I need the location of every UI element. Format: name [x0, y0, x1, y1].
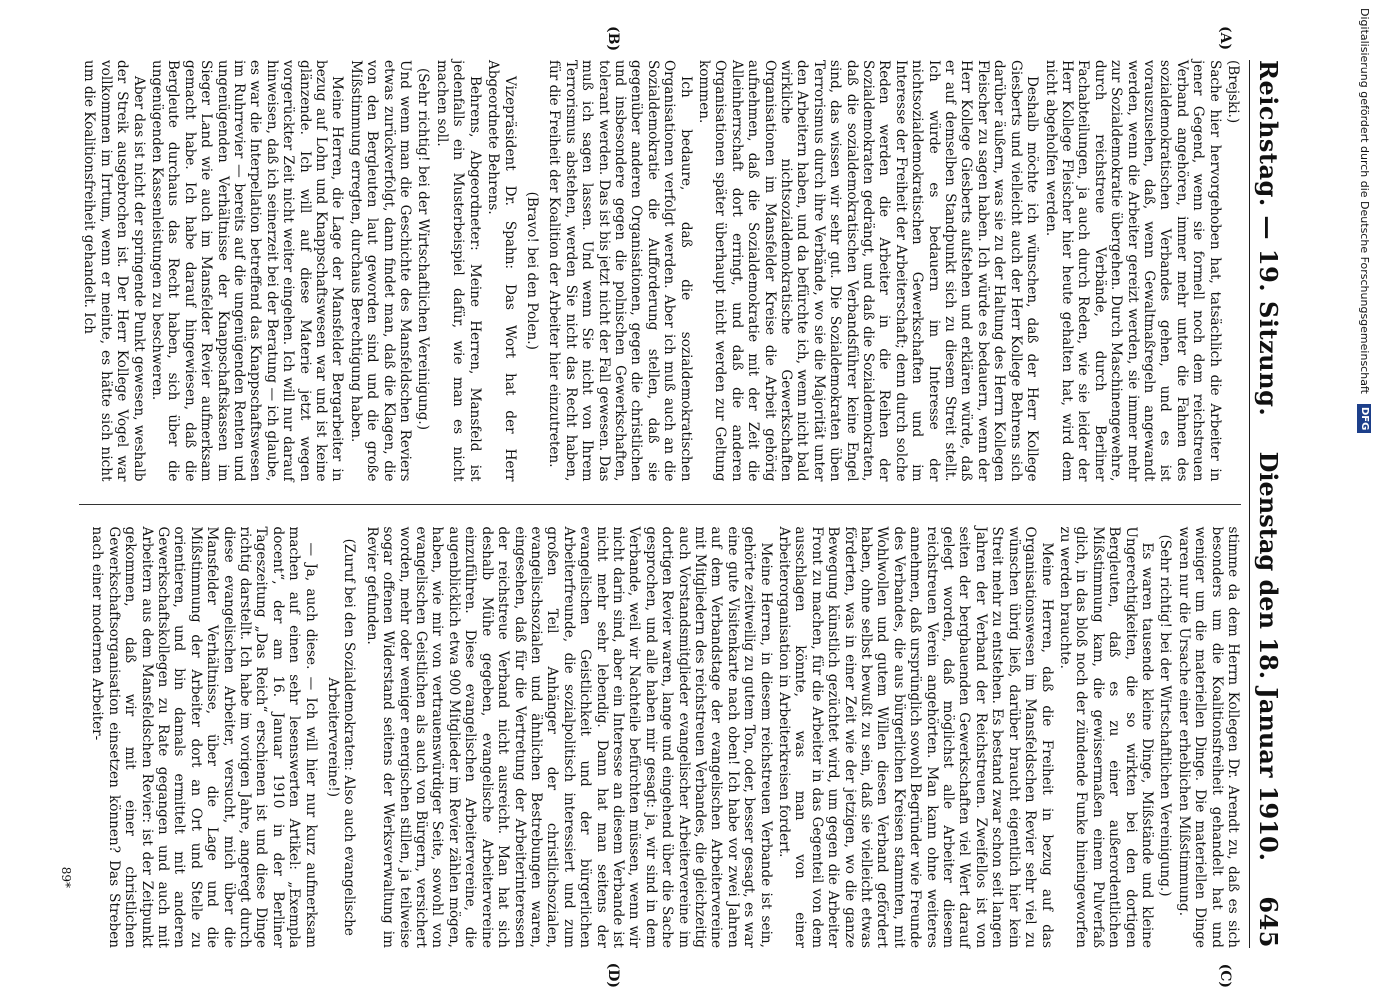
paragraph: Es waren tausende kleine Dinge, Mißstände und kleine Ungerechtigkeiten, die so wirkten bei den dortigen Bergleuten, daß es zu einer außerordentlichen Mißstimmung kam, die gewissermaßen einem Pulverfaß glich, in das bloß noch der zündende Funke hineingeworfen zu werden brauchte. [1056, 526, 1155, 948]
speaker-paragraph: Behrens, Abgeordneter: Meine Herren, Mansfeld ist jedenfalls ein Musterbeispiel dafür, wie man es nicht machen soll. [433, 60, 483, 482]
header-date: Dienstag den 18. Januar 1910. [1254, 451, 1283, 861]
chair-statement: Vizepräsident Dr. Spahn: Das Wort hat der Herr Abgeordnete Behrens. [485, 60, 518, 482]
paragraph: stimme da dem Herrn Kollegen Dr. Arendt zu, daß es sich besonders um die Koalitionsfreiheit gehandelt hat und weniger um die materiellen Dinge. Die materiellen Dinge waren nur die Ursache einer erheblichen Mißstimmung. [1175, 526, 1241, 948]
interjection: (Bravo! bei den Polen.) [523, 191, 540, 350]
digitization-credit [1352, 8, 1380, 993]
paragraph: Meine Herren, die Lage der Mansfelder Bergarbeiter in bezug auf Lohn und Knappschaftswesen war und ist keine glänzende. Ich will auf diese Materie jetzt wegen vorgerückter Zeit nicht weiter eingehen. Ich will nur darauf hinweisen, daß ich seinerzeit bei der Beratung — ich glaube, es war die Interpellation betreffend das Knappschaftswesen im Ruhrrevier — bereits auf die ungenügenden Renten und ungenügenden Verhältnisse der Knappschaftskassen im Sieger Land wie auch im Mansfelder Revier aufmerksam gemacht habe. Ich habe darauf hingewiesen, daß die Bergleute durchaus das Recht haben, sich über die ungenügenden Kassenleistungen zu beschweren. [149, 60, 346, 482]
paragraph: — Ja, auch diese. — Ich will hier nur kurz aufmerksam machen auf einen sehr lesenswerten Artikel: „Exempla docent“, der am 16. Januar 1910 in der Berliner Tageszeitung „Das Reich“ erschienen ist und diese Dinge richtig darstellt. Ich habe im vorigen Jahre, angeregt durch diese evangelischen Arbeiter, versucht, mich über die Mansfelder Verhältnisse, über die Lage und die Mißstimmung der Arbeiter dort an Ort und Stelle zu orientieren, und bin damals ermittelt mit anderen Gewerkschaftskollegen zu Rate gegangen und auch mit Arbeitern aus dem Mansfeldschen Revier: ist der Zeitpunkt gekommen, daß wir mit einer christlichen Gewerkschaftsorganisation einsetzen können? Das Streben nach einer modernen Arbeiter- [89, 526, 319, 948]
paragraph: Aber das ist nicht der springende Punkt gewesen, weshalb der Streik ausgebrochen ist. Der Herr Kollege Vogel war vollkommen im Irrtum, wenn er meinte, es hätte sich nicht um die Koalitionsfreiheit gehandelt. Ich [81, 60, 147, 482]
column-divider [79, 504, 1241, 505]
credit-text: Digitalisierung gefördert durch die Deutsche Forschungsgemeinschaft [1358, 8, 1371, 394]
paragraph: Sache hier hervorgehoben hat, tatsächlich die Arbeiter in jener Gegend, wenn sie formell noch dem reichstreuen Verband angehören, immer mehr unter die Fahnen des sozialdemokratischen Verbandes gehen, und es ist vorauszusehen, daß, wenn Gewaltmaßregeln angewandt werden, wenn die Arbeiter gereizt werden, sie immer mehr zur Sozialdemokratie übergehen. Durch Maschinengewehre, durch reichstreue Verbände, durch Berliner Fachabteilungen, ja auch durch Reden, wie sie leider der Herr Kollege Fleischer hier heute gehalten hat, wird dem nicht abgeholfen werden. [1042, 60, 1223, 482]
interjection: (Sehr richtig! bei der Wirtschaftlichen Vereinigung.) [1157, 534, 1174, 897]
page-header [1249, 60, 1302, 948]
margin-marker-d: (D) [605, 962, 621, 988]
margin-marker-b: (B) [605, 26, 621, 52]
dfg-logo-icon: DFG [1357, 404, 1371, 433]
header-left: Reichstag. — 19. Sitzung. [1254, 60, 1283, 417]
interjection: (Zuruf bei den Sozialdemokraten: Also auch evangelische Arbeitervereine!) [325, 538, 358, 936]
margin-marker-c: (C) [1217, 963, 1233, 988]
paragraph: Ich bedaure, daß die sozialdemokratischen Organisationen verfolgt werden. Aber ich muß auch an die Sozialdemokratie die Aufforderung stellen, daß sie gegenüber anderen Organisationen, gegen die christlichen und insbesondere gegen die polnischen Gewerkschaften, tolerant werden. Das ist bis jetzt nicht der Fall gewesen. Das muß ich sagen lassen. Und wenn Sie nicht von Ihrem Terrorismus abstehen, werden Sie nicht das Recht haben, für die Freiheit der Koalition der Arbeiter hier einzutreten. [546, 60, 694, 482]
page-number: 645 [1254, 896, 1283, 948]
paragraph: Meine Herren, daß die Freiheit in bezug auf das Organisationswesen im Mansfeldschen Revier sehr viel zu wünschen übrig ließ, darüber braucht eigentlich hier kein Streit mehr zu entstehen. Es bestand zwar schon seit langen Jahren der Verband der Reichstreuen. Zweifellos ist von seiten der bergbauenden Gewerkschaften viel Wert darauf gelegt worden, daß möglichst alle Arbeiter diesem reichstreuen Verein angehörten. Man kann ohne weiteres annehmen, daß ursprünglich sowohl Begründer wie Freunde des Verbandes, die aus bürgerlichen Kreisen stammten, mit Wohlwollen und gutem Willen diesen Verband gefördert haben, ohne selbst bewußt zu sein, daß sie vielleicht etwas förderten, was in einer Zeit wie der jetzigen, wo die ganze Bewegung künstlich gezüchtet wird, um gegen die Arbeiter Front zu machen, für die Arbeiter in das Gegenteil von dem ausschlagen könnte, was man von einer Arbeiterorganisation in Arbeiterkreisen fordert. [776, 526, 1055, 948]
column-left [79, 26, 1241, 482]
margin-marker-a: (A) [1217, 26, 1233, 51]
paragraph: Und wenn man die Geschichte des Mansfeldschen Reviers etwas zurückverfolgt, dann findet man, daß die Klagen, die von den Bergleuten laut geworden sind und die große Mißstimmung erregten, durchaus Berechtigung haben. [347, 60, 414, 482]
speaker-note: (Brejski.) [1225, 60, 1241, 124]
interjection: (Sehr richtig! bei der Wirtschaftlichen Vereinigung.) [415, 68, 432, 431]
printer-signature: 89* [58, 866, 73, 888]
text-columns [79, 26, 1241, 988]
column-right [79, 526, 1241, 988]
paragraph: Meine Herren, in diesem reichstreuen Verbande ist sein, gehörte zeitweilig zu gutem Ton, oder, besser gesagt, es war eine gute Visitenkarte nach oben! Ich habe vor zwei Jahren auf dem Verbandstage der evangelischen Arbeitervereine mit Mitgliedern des reichstreuen Verbandes, die gleichzeitig auch Vorstandsmitglieder evangelischer Arbeitervereine im dortigen Revier waren, lange und eingehend über die Sache gesprochen, und alle haben mir gesagt: ja, wir sind in dem Verbande, weil wir Nachteile befürchten müssen, wenn wir nicht darin sind, aber ein Interesse an diesem Verbande ist nicht mehr sehr lebendig. Dann hat man seitens der evangelischen Geistlichkeit und der bürgerlichen Arbeiterfreunde, die sozialpolitisch interessiert und zum großen Teil Anhänger der christlichsozialen, evangelischsozialen und ähnlichen Bestrebungen waren, eingesehen, daß für die Vertretung der Arbeiterinteressen der reichstreue Verband nicht ausreicht. Man hat sich deshalb Mühe gegeben, evangelische Arbeitervereine einzuführen. Diese evangelischen Arbeitervereine, die augenblicklich etwa 900 Mitglieder im Revier zählen mögen, haben, wie mir von vertrauenswürdiger Seite, sowohl von evangelischen Geistlichen als auch von Bürgern, versichert worden, mehr oder weniger energischen stillen, ja teilweise sogar offenen Widerstand seitens der Werksverwaltung im Revier gefunden. [363, 526, 774, 948]
paragraph: Deshalb möchte ich wünschen, daß der Herr Kollege Giesberts und vielleicht auch der Herr Kollege Behrens sich darüber äußern, was sie zu der Haltung des Herrn Kollegen Fleischer zu sagen haben. Ich würde es bedauern, wenn der Herr Kollege Giesberts aufstehen und erklären würde, daß er auf demselben Standpunkt sich zu diesem Streit stellt. Ich würde es bedauern im Interesse der nichtsozialdemokratischen Gewerkschaften und im Interesse der Freiheit der Arbeiterschaft; denn durch solche Reden werden die Arbeiter in die Reihen der Sozialdemokraten gedrängt, und daß die Sozialdemokraten, daß die sozialdemokratischen Verbandsführer keine Engel sind, das wissen wir sehr gut. Die Sozialdemokraten üben Terrorismus durch ihre Verbände, wo sie die Majorität unter den Arbeitern haben, und da befürchte ich, wenn nicht bald wirkliche nichtsozialdemokratische Gewerkschaften Organisationen im Mansfelder Kreise die Arbeit gehörig aufnehmen, daß die Sozialdemokratie mit der Zeit die Alleinherrschaft dort erringt, und daß die anderen Organisationen später überhaupt nicht werden zur Geltung kommen. [696, 60, 1041, 482]
